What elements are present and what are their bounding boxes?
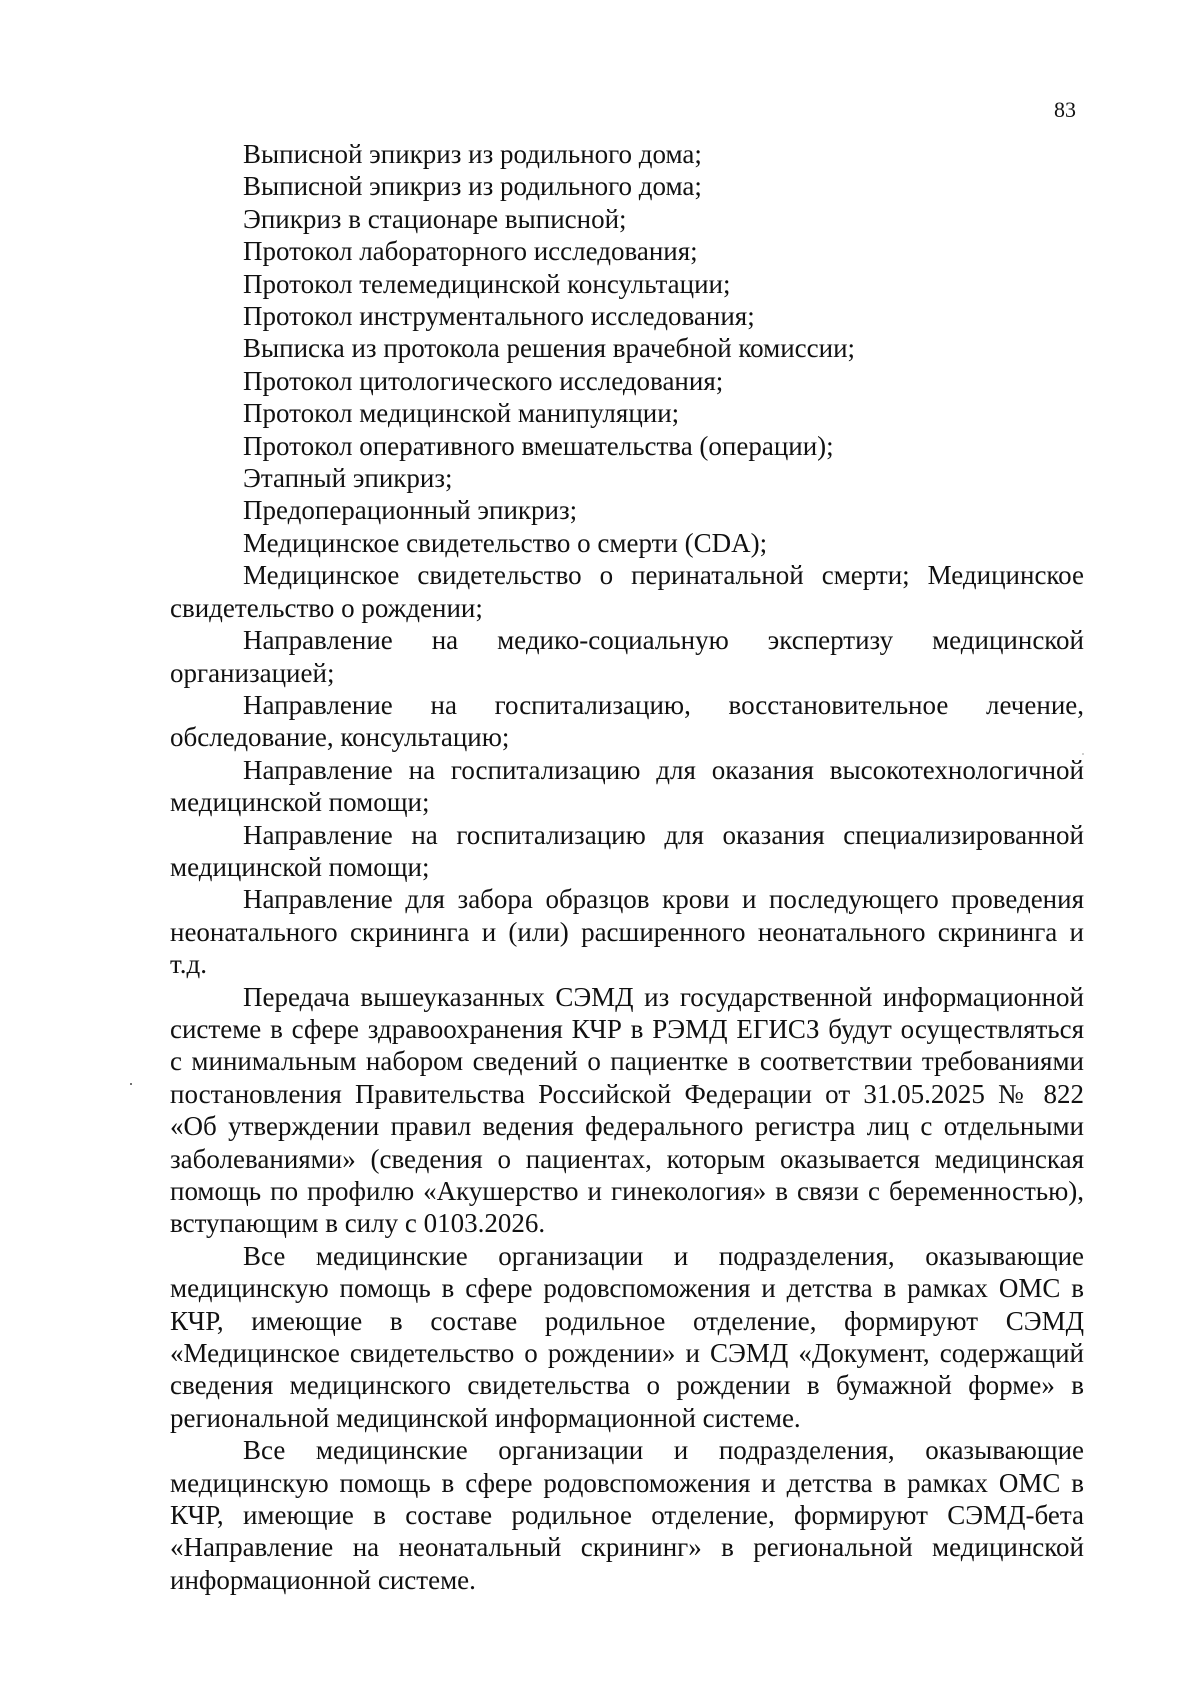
list-item: Протокол лабораторного исследования; — [243, 236, 698, 267]
list-item: Этапный эпикриз; — [243, 463, 453, 494]
list-item: Протокол медицинской манипуляции; — [243, 398, 680, 429]
list-item: Выписной эпикриз из родильного дома; — [243, 171, 702, 202]
scan-speck — [130, 1083, 132, 1085]
page-number: 83 — [1054, 97, 1076, 122]
list-item: Протокол оперативного вмешательства (операции); — [243, 430, 834, 461]
list-item-multiline: Медицинское свидетельство о перинатальной смерти; Медицинское свидетельство о рождении; — [170, 560, 1084, 623]
list-item: Медицинское свидетельство о смерти (CDA); — [243, 527, 768, 558]
list-item: Предоперационный эпикриз; — [243, 495, 578, 526]
paragraph-neonatal-screening: Все медицинские организации и подразделения, оказывающие медицинскую помощь в сфере родовспоможения и детства в рамках ОМС в КЧР, имеющие в составе родильное отделение, формируют СЭМД-бета «Направление на неонатальный скрининг» в региональной медицинской информационной системе. — [170, 1435, 1084, 1595]
list-item: Протокол инструментального исследования; — [243, 301, 755, 332]
list-item-multiline: Направление на госпитализацию для оказания специализированной медицинской помощи; — [170, 819, 1084, 882]
list-item-multiline: Направление на госпитализацию для оказания высокотехнологичной медицинской помощи; — [170, 754, 1084, 818]
paragraph-birth-certificate: Все медицинские организации и подразделения, оказывающие медицинскую помощь в сфере родовспоможения и детства в рамках ОМС в КЧР, имеющие в составе родильное отделение, формируют СЭМД «Медицинское свидетельство о рождении» и СЭМД «Документ, содержащий сведения медицинского свидетельства о рождении в бумажной форме» в региональной медицинской информационной системе. — [170, 1240, 1084, 1433]
list-item: Протокол телемедицинской консультации; — [243, 268, 731, 299]
list-item-multiline: Направление на медико-социальную экспертизу медицинской организацией; — [170, 625, 1084, 688]
list-item: Эпикриз в стационаре выписной; — [243, 203, 627, 234]
list-item-multiline: Направление для забора образцов крови и последующего проведения неонатального скрининга и (или) расширенного неонатального скрининга и т.д. — [170, 884, 1084, 980]
list-item: Протокол цитологического исследования; — [243, 365, 724, 396]
document-body — [170, 138, 1084, 1596]
list-item: Выписной эпикриз из родильного дома; — [243, 139, 702, 169]
scan-speck — [1082, 753, 1084, 755]
paragraph-semd-transfer: Передача вышеуказанных СЭМД из государственной информационной системе в сфере здравоохранения КЧР в РЭМД ЕГИСЗ будут осуществляться с минимальным набором сведений о пациентке в соответствии требованиями постановления Правительства Российской Федерации от 31.05.2025 № 822 «Об утверждении правил ведения федерального регистра лиц с отдельными заболеваниями» (сведения о пациентах, которым оказывается медицинская помощь по профилю «Акушерство и гинекология» в связи с беременностью), вступающим в силу с 0103.2026. — [170, 981, 1084, 1239]
list-item-multiline: Направление на госпитализацию, восстановительное лечение, обследование, консультацию; — [170, 689, 1084, 753]
list-item: Выписка из протокола решения врачебной комиссии; — [243, 333, 856, 364]
